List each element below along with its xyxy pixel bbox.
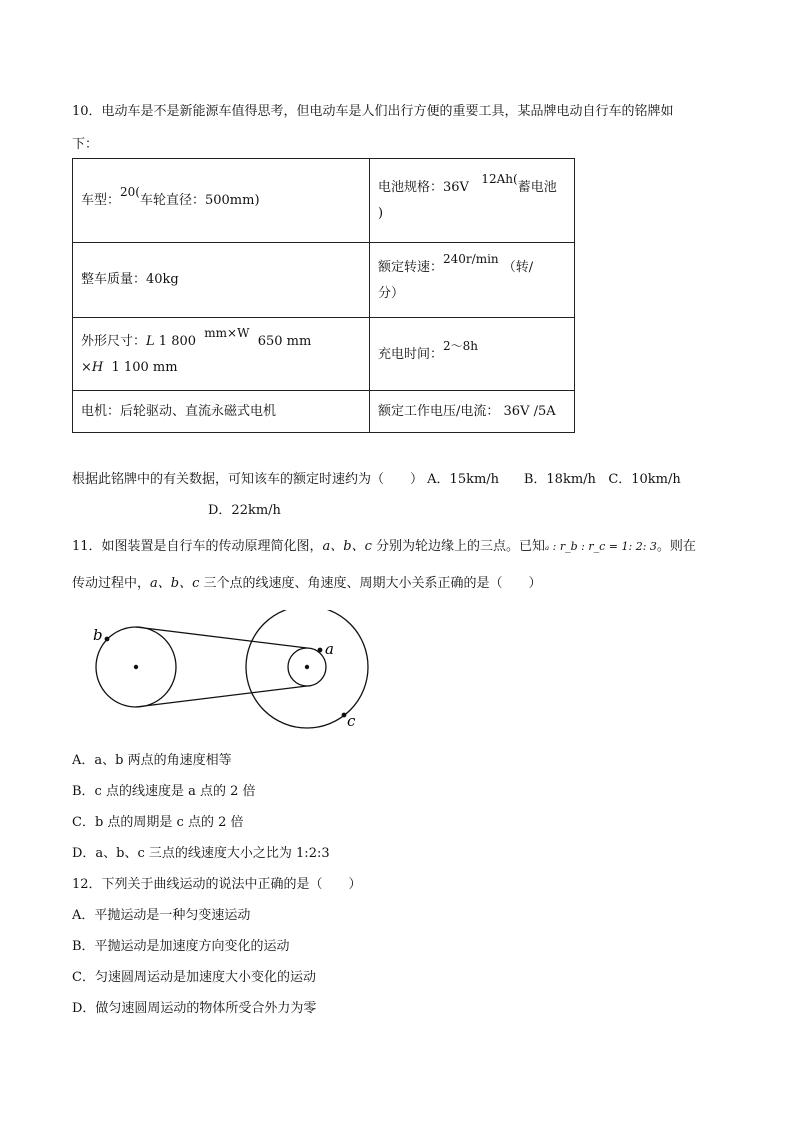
belt-top bbox=[136, 627, 307, 648]
q11-option-c[interactable]: C．b 点的周期是 c 点的 2 倍 bbox=[72, 815, 244, 830]
q11-option-b[interactable]: B．c 点的线速度是 a 点的 2 倍 bbox=[72, 784, 256, 799]
q12-option-a[interactable]: A．平抛运动是一种匀变速运动 bbox=[72, 908, 251, 923]
q10-stem-line1: 10．电动车是不是新能源车值得思考，但电动车是人们出行方便的重要工具，某品牌电动自行车的铭牌如 bbox=[72, 104, 674, 119]
point-b bbox=[105, 637, 110, 642]
q11-option-a[interactable]: A．a、b 两点的角速度相等 bbox=[72, 753, 232, 768]
q11-option-d[interactable]: D．a、b、c 三点的线速度大小之比为 1:2:3 bbox=[72, 846, 330, 861]
q12-option-b[interactable]: B．平抛运动是加速度方向变化的运动 bbox=[72, 939, 290, 954]
q12-option-d[interactable]: D．做匀速圆周运动的物体所受合外力为零 bbox=[72, 1001, 317, 1016]
point-a bbox=[318, 648, 323, 653]
label-a: a bbox=[325, 640, 334, 658]
q10-question: 根据此铭牌中的有关数据，可知该车的额定时速约为（ ） A．15km/h B．18km/h C．10km/h bbox=[72, 472, 681, 487]
cell-charge-time: 充电时间：2～8h bbox=[370, 318, 575, 391]
cell-rated-speed: 额定转速：240r/min （转/ 分） bbox=[370, 243, 575, 318]
cell-model: 车型：20(车轮直径：500mm) bbox=[73, 159, 370, 243]
transmission-diagram bbox=[88, 610, 378, 735]
wheel-a-center bbox=[305, 665, 309, 669]
q12-option-c[interactable]: C．匀速圆周运动是加速度大小变化的运动 bbox=[72, 970, 316, 985]
table-row bbox=[73, 391, 575, 433]
table-row bbox=[73, 243, 575, 318]
table-row bbox=[73, 318, 575, 391]
cell-dimensions: 外形尺寸：L 1 800 mm×W 650 mm ×H 1 100 mm bbox=[73, 318, 370, 391]
label-b: b bbox=[93, 626, 103, 644]
q12-stem: 12．下列关于曲线运动的说法中正确的是（ ） bbox=[72, 877, 362, 892]
q11-stem-line1: 11．如图装置是自行车的传动原理简化图，a、b、c 分别为轮边缘上的三点。已知ₐ : r_b : r_c = 1: 2: 3。则在 bbox=[72, 539, 696, 554]
q10-option-b[interactable]: B．18km/h bbox=[523, 472, 596, 487]
point-c bbox=[342, 713, 347, 718]
cell-motor: 电机：后轮驱动、直流永磁式电机 bbox=[73, 391, 370, 433]
wheel-b-center bbox=[134, 665, 138, 669]
q11-stem-line2: 传动过程中，a、b、c 三个点的线速度、角速度、周期大小关系正确的是（ ） bbox=[72, 576, 542, 591]
q10-stem-line2: 下： bbox=[72, 137, 99, 152]
cell-battery: 电池规格：36V 12Ah(蓄电池 ) bbox=[370, 159, 575, 243]
label-c: c bbox=[347, 712, 356, 730]
q10-option-c[interactable]: C．10km/h bbox=[608, 472, 681, 487]
cell-voltage-current: 额定工作电压/电流： 36V /5A bbox=[370, 391, 575, 433]
q10-option-a[interactable]: A．15km/h bbox=[427, 472, 500, 487]
cell-mass: 整车质量：40kg bbox=[73, 243, 370, 318]
q10-option-d[interactable]: D．22km/h bbox=[208, 503, 281, 518]
table-row bbox=[73, 159, 575, 243]
belt-bottom bbox=[136, 686, 307, 707]
nameplate-table bbox=[72, 158, 575, 433]
